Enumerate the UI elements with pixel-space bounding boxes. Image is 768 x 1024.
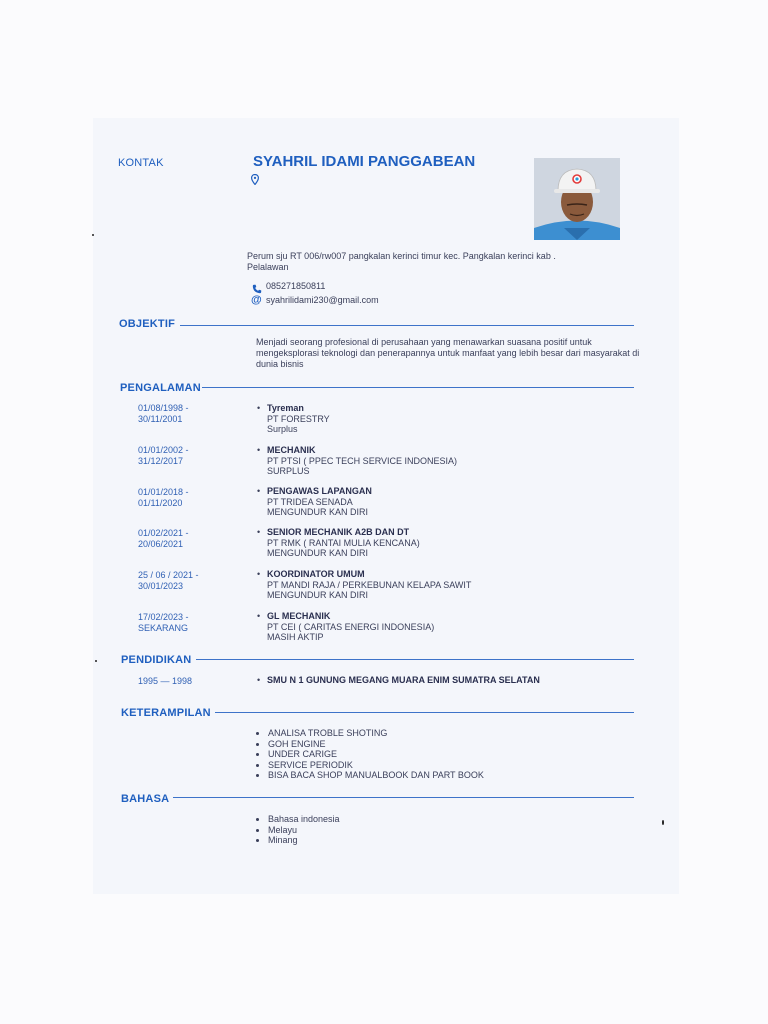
job-note: MENGUNDUR KAN DIRI [267, 507, 369, 517]
skills-heading: KETERAMPILAN [121, 707, 211, 719]
job-title: SENIOR MECHANIK A2B DAN DT [267, 527, 410, 537]
job-company: PT CEI ( CARITAS ENERGI INDONESIA) [267, 621, 435, 632]
experience-date-start: 01/02/2021 - [138, 528, 189, 538]
experience-heading: PENGALAMAN [120, 382, 201, 394]
experience-item [138, 570, 248, 592]
job-company: PT PTSI ( PPEC TECH SERVICE INDONESIA) [267, 455, 458, 466]
experience-date-end: SEKARANG [138, 623, 189, 633]
experience-date-start: 25 / 06 / 2021 - [138, 570, 199, 580]
experience-details: • MECHANIK PT PTSI ( PPEC TECH SERVICE INDONESIA) SURPLUS [267, 445, 627, 477]
language-item: • Bahasa indonesia [268, 814, 617, 825]
experience-details: • Tyreman PT FORESTRY Surplus [267, 403, 627, 435]
phone-number: 085271850811 [266, 281, 326, 291]
experience-date-start: 01/08/1998 - [138, 403, 189, 413]
education-date: 1995 — 1998 [138, 676, 193, 686]
experience-date-start: 01/01/2018 - [138, 487, 189, 497]
job-title: Tyreman [267, 403, 304, 413]
experience-details: • SENIOR MECHANIK A2B DAN DT PT RMK ( RANTAI MULIA KENCANA) MENGUNDUR KAN DIRI [267, 527, 627, 559]
experience-item [138, 445, 248, 467]
skills-divider [215, 712, 634, 713]
language-item: • Melayu [268, 825, 617, 836]
experience-divider [202, 387, 634, 388]
education-details: • SMU N 1 GUNUNG MEGANG MUARA ENIM SUMATRA SELATAN [267, 675, 627, 686]
job-title: KOORDINATOR UMUM [267, 569, 365, 579]
at-sign-icon: @ [251, 294, 262, 306]
experience-date-end: 01/11/2020 [138, 498, 183, 508]
skill-item: • ANALISA TROBLE SHOTING [268, 728, 617, 739]
objective-text: Menjadi seorang profesional di perusahaan yang menawarkan suasana positif untuk mengeksplorasi teknologi dan penerapannya untuk manfaat yang lebih besar dari masyarakat di dunia bisnis [256, 337, 640, 369]
job-note: MENGUNDUR KAN DIRI [267, 590, 369, 600]
education-heading: PENDIDIKAN [121, 654, 192, 666]
job-company: PT FORESTRY [267, 413, 330, 424]
experience-item [138, 612, 248, 634]
language-item: • Minang [268, 835, 617, 846]
skills-list [257, 728, 617, 781]
experience-item [138, 487, 248, 509]
person-name: SYAHRIL IDAMI PANGGABEAN [253, 153, 476, 170]
school-name: SMU N 1 GUNUNG MEGANG MUARA ENIM SUMATRA SELATAN [267, 675, 540, 685]
job-note: MENGUNDUR KAN DIRI [267, 548, 369, 558]
languages-divider [173, 797, 634, 798]
scan-speck [92, 234, 94, 236]
experience-date-end: 30/11/2001 [138, 414, 183, 424]
experience-details: • KOORDINATOR UMUM PT MANDI RAJA / PERKEBUNAN KELAPA SAWIT MENGUNDUR KAN DIRI [267, 569, 627, 601]
languages-heading: BAHASA [121, 793, 170, 805]
education-divider [196, 659, 634, 660]
job-note: MASIH AKTIP [267, 632, 324, 642]
job-title: PENGAWAS LAPANGAN [267, 486, 372, 496]
experience-date-end: 31/12/2017 [138, 456, 184, 466]
experience-item [138, 528, 248, 550]
experience-date-start: 17/02/2023 - [138, 612, 189, 622]
job-company: PT RMK ( RANTAI MULIA KENCANA) [267, 537, 420, 548]
languages-list [257, 814, 617, 846]
experience-details: • PENGAWAS LAPANGAN PT TRIDEA SENADA MENGUNDUR KAN DIRI [267, 486, 627, 518]
objective-heading: OBJEKTIF [119, 318, 175, 330]
email-address: syahrilidami230@gmail.com [266, 295, 379, 305]
skill-item: • SERVICE PERIODIK [268, 760, 617, 771]
scan-speck [95, 660, 97, 662]
location-pin-icon [251, 172, 259, 190]
experience-details: • GL MECHANIK PT CEI ( CARITAS ENERGI INDONESIA) MASIH AKTIP [267, 611, 627, 643]
job-note: SURPLUS [267, 466, 310, 476]
experience-date-start: 01/01/2002 - [138, 445, 189, 455]
profile-photo [534, 158, 620, 240]
job-company: PT MANDI RAJA / PERKEBUNAN KELAPA SAWIT [267, 579, 472, 590]
skill-item: • GOH ENGINE [268, 739, 617, 750]
experience-date-end: 20/06/2021 [138, 539, 184, 549]
job-title: MECHANIK [267, 445, 316, 455]
job-note: Surplus [267, 424, 298, 434]
experience-date-end: 30/01/2023 [138, 581, 184, 591]
skill-item: • BISA BACA SHOP MANUALBOOK DAN PART BOOK [268, 770, 617, 781]
scan-speck [662, 820, 664, 825]
skill-item: • UNDER CARIGE [268, 749, 617, 760]
objective-divider [180, 325, 634, 326]
address-text: Perum sju RT 006/rw007 pangkalan kerinci timur kec. Pangkalan kerinci kab . Pelalawan [247, 251, 556, 272]
experience-item [138, 403, 248, 425]
job-title: GL MECHANIK [267, 611, 331, 621]
job-company: PT TRIDEA SENADA [267, 496, 353, 507]
contact-heading: KONTAK [118, 157, 164, 169]
